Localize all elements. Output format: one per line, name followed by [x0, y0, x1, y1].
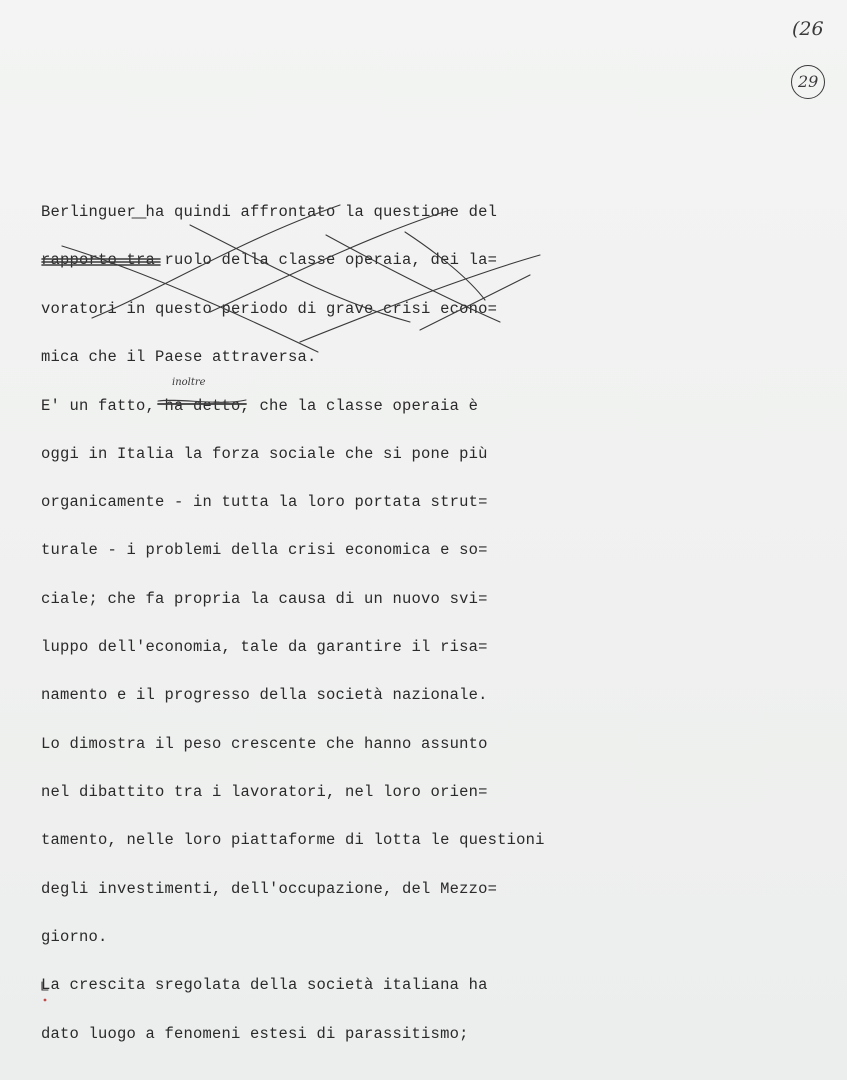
cross-stroke-3 [190, 225, 410, 322]
page-number-top: (26 [792, 18, 824, 40]
cross-stroke-7 [405, 232, 485, 300]
cross-stroke-6 [300, 255, 540, 342]
cross-stroke-5 [326, 235, 500, 322]
text-line-1: Berlinguer ha quindi affrontato la questione del [41, 203, 498, 221]
text-line-17: La crescita sregolata della società italiana ha [41, 976, 488, 994]
red-margin-dot [44, 999, 47, 1002]
text-line-7: organicamente - in tutta la loro portata strut= [41, 493, 488, 511]
text-line-3: voratori in questo periodo di grave crisi econo= [41, 300, 498, 318]
text-line-10: luppo dell'economia, tale da garantire il risa= [41, 638, 488, 656]
text-line-4: mica che il Paese attraversa. [41, 348, 317, 366]
text-line-8: turale - i problemi della crisi economica e so= [41, 541, 488, 559]
handwritten-annotation: inoltre [172, 377, 206, 388]
text-line-13: nel dibattito tra i lavoratori, nel loro orien= [41, 783, 488, 801]
text-line-15: degli investimenti, dell'occupazione, del Mezzo= [41, 880, 498, 898]
text-line-9: ciale; che fa propria la causa di un nuovo svi= [41, 590, 488, 608]
text-line-5: E' un fatto, ha detto, che la classe operaia è [41, 397, 479, 415]
strike-ha-detto-scribble [158, 400, 246, 402]
text-line-14: tamento, nelle loro piattaforme di lotta le questioni [41, 831, 545, 849]
text-line-6: oggi in Italia la forza sociale che si pone più [41, 445, 488, 463]
cross-stroke-4 [210, 210, 450, 312]
text-line-2: rapporto tra ruolo della classe operaia, dei la= [41, 251, 498, 269]
margin-tick [42, 982, 48, 990]
cross-stroke-8 [420, 275, 530, 330]
text-line-18: dato luogo a fenomeni estesi di parassitismo; [41, 1025, 469, 1043]
text-line-16: giorno. [41, 928, 108, 946]
text-line-11: namento e il progresso della società nazionale. [41, 686, 488, 704]
page-number-circled-text: 29 [798, 72, 819, 91]
text-line-12: Lo dimostra il peso crescente che hanno assunto [41, 735, 488, 753]
overtype-scribble [42, 259, 160, 265]
